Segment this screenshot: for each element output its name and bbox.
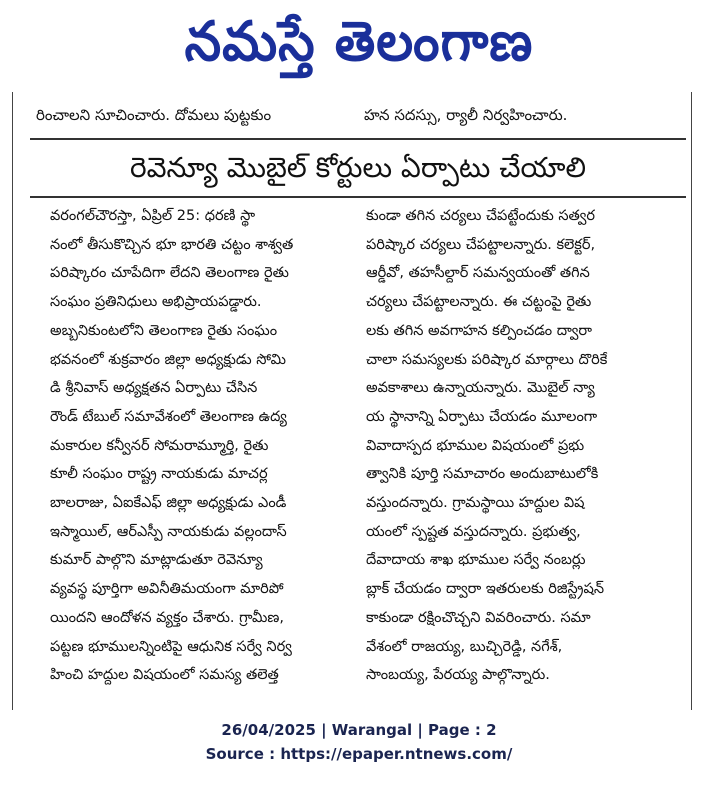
article-line: ఆర్డీవో, తహసీల్దార్ సమన్వయంతో తగిన [366,265,590,282]
masthead-logo: నమస్తే తెలంగాణ [184,10,534,74]
article-line: కుండా తగిన చర్యలు చేపట్టేందుకు సత్వర [366,208,595,224]
article-line: కాకుండా రక్షించొచ్చని వివరించారు. సమా [366,609,591,626]
article-line: వస్తుందన్నారు. గ్రామస్థాయి హద్దుల విష [366,495,585,512]
headline-rule-bottom [30,196,686,198]
column-divider-left [12,92,13,710]
article-line: వివాదాస్పద భూముల విషయంలో ప్రభు [366,437,585,454]
article-line: య స్థానాన్ని ఏర్పాటు చేయడం మూలంగా [366,408,598,425]
article-headline: రెవెన్యూ మొబైల్ కోర్టులు ఏర్పాటు చేయాలి [130,151,586,184]
article-line: పరిష్కార చర్యలు చేపట్టాలన్నారు. కలెక్టర్, [366,236,596,253]
masthead [0,0,718,92]
article-line: త్వానికి పూర్తి సమాచారం అందుబాటులోకి [366,466,599,483]
article-line: రౌండ్ టేబుల్ సమావేశంలో తెలంగాణ ఉద్య [50,408,287,425]
article-line: ఇస్మాయిల్, ఆర్ఎస్పీ నాయకుడు వల్లందాస్ [50,523,287,540]
article-line: వరంగల్‌చౌరస్తా, ఏప్రిల్ 25: ధరణి స్థా [50,208,256,224]
article-column-left [50,202,355,690]
article-line: డి శ్రీనివాస్ అధ్యక్షతన ఏర్పాటు చేసిన [50,380,258,397]
article-line: లకు తగిన అవగాహన కల్పించడం ద్వారా [366,322,593,339]
newspaper-clipping [0,92,718,710]
article-line: మకారుల కన్వీనర్ సోమరామ్మూర్తి, రైతు [50,437,269,454]
article-line: అవకాశాలు ఉన్నాయన్నారు. మొబైల్ న్యా [366,380,595,397]
article-line: పట్టణ భూములన్నింటిపై ఆధునిక సర్వే నిర్వ [50,638,292,655]
article-line: చాలా సమస్యలకు పరిష్కార మార్గాలు దొరికే [366,351,608,368]
previous-article-left-tail: రించాలని సూచించారు. దోమలు పుట్టకుం [36,106,272,124]
article-line: దేవాదాయ శాఖ భూముల సర్వే నంబర్లు [366,552,586,569]
article-line: చర్యలు చేపట్టాలన్నారు. ఈ చట్టంపై రైతు [366,294,592,311]
column-divider-right [691,92,692,710]
article-line: యంలో స్పష్టత వస్తుదన్నారు. ప్రభుత్వ, [366,523,581,540]
footer [0,718,718,766]
article-line: సంఘం ప్రతినిధులు అభిప్రాయపడ్డారు. [50,294,262,311]
footer-source-line: Source : https://epaper.ntnews.com/ [205,745,513,763]
article-line: కూలీ సంఘం రాష్ట్ర నాయకుడు మాచర్ల [50,466,268,483]
article-line: భవనంలో శుక్రవారం జిల్లా అధ్యక్షుడు సోమి [50,351,286,368]
article-line: హించి హద్దుల విషయంలో సమస్య తలెత్త [50,667,279,684]
article-line: సాంబయ్య, పేరయ్య పాల్గొన్నారు. [366,667,550,684]
article-line: అబ్బనికుంటలోని తెలంగాణ రైతు సంఘం [50,322,278,339]
article-line: కుమార్ పాల్గొని మాట్లాడుతూ రెవెన్యూ [50,552,263,569]
article-line: వేశంలో రాజయ్య, బుచ్చిరెడ్డి, నగేశ్, [366,638,563,655]
article-line: యిందని ఆందోళన వ్యక్తం చేశారు. గ్రామీణ, [50,609,284,626]
previous-article-right-tail: హన సదస్సు, ర్యాలీ నిర్వహించారు. [364,106,568,124]
article-line: నంలో తీసుకొచ్చిన భూ భారతి చట్టం శాశ్వత [50,236,294,253]
article-line: వ్యవస్థ పూర్తిగా అవినీతిమయంగా మారిపో [50,581,284,598]
article-column-right [366,202,671,690]
article-line: పరిష్కారం చూపేదిగా లేదని తెలంగాణ రైతు [50,265,289,282]
headline-rule-top [30,138,686,140]
article-line: బాలరాజు, ఏఐకేఎఫ్ జిల్లా అధ్యక్షుడు ఎండీ [50,495,287,512]
article-line: బ్లాక్ చేయడం ద్వారా ఇతరులకు రిజిస్ట్రేషన్ [366,581,605,598]
footer-date-line: 26/04/2025 | Warangal | Page : 2 [221,721,497,739]
